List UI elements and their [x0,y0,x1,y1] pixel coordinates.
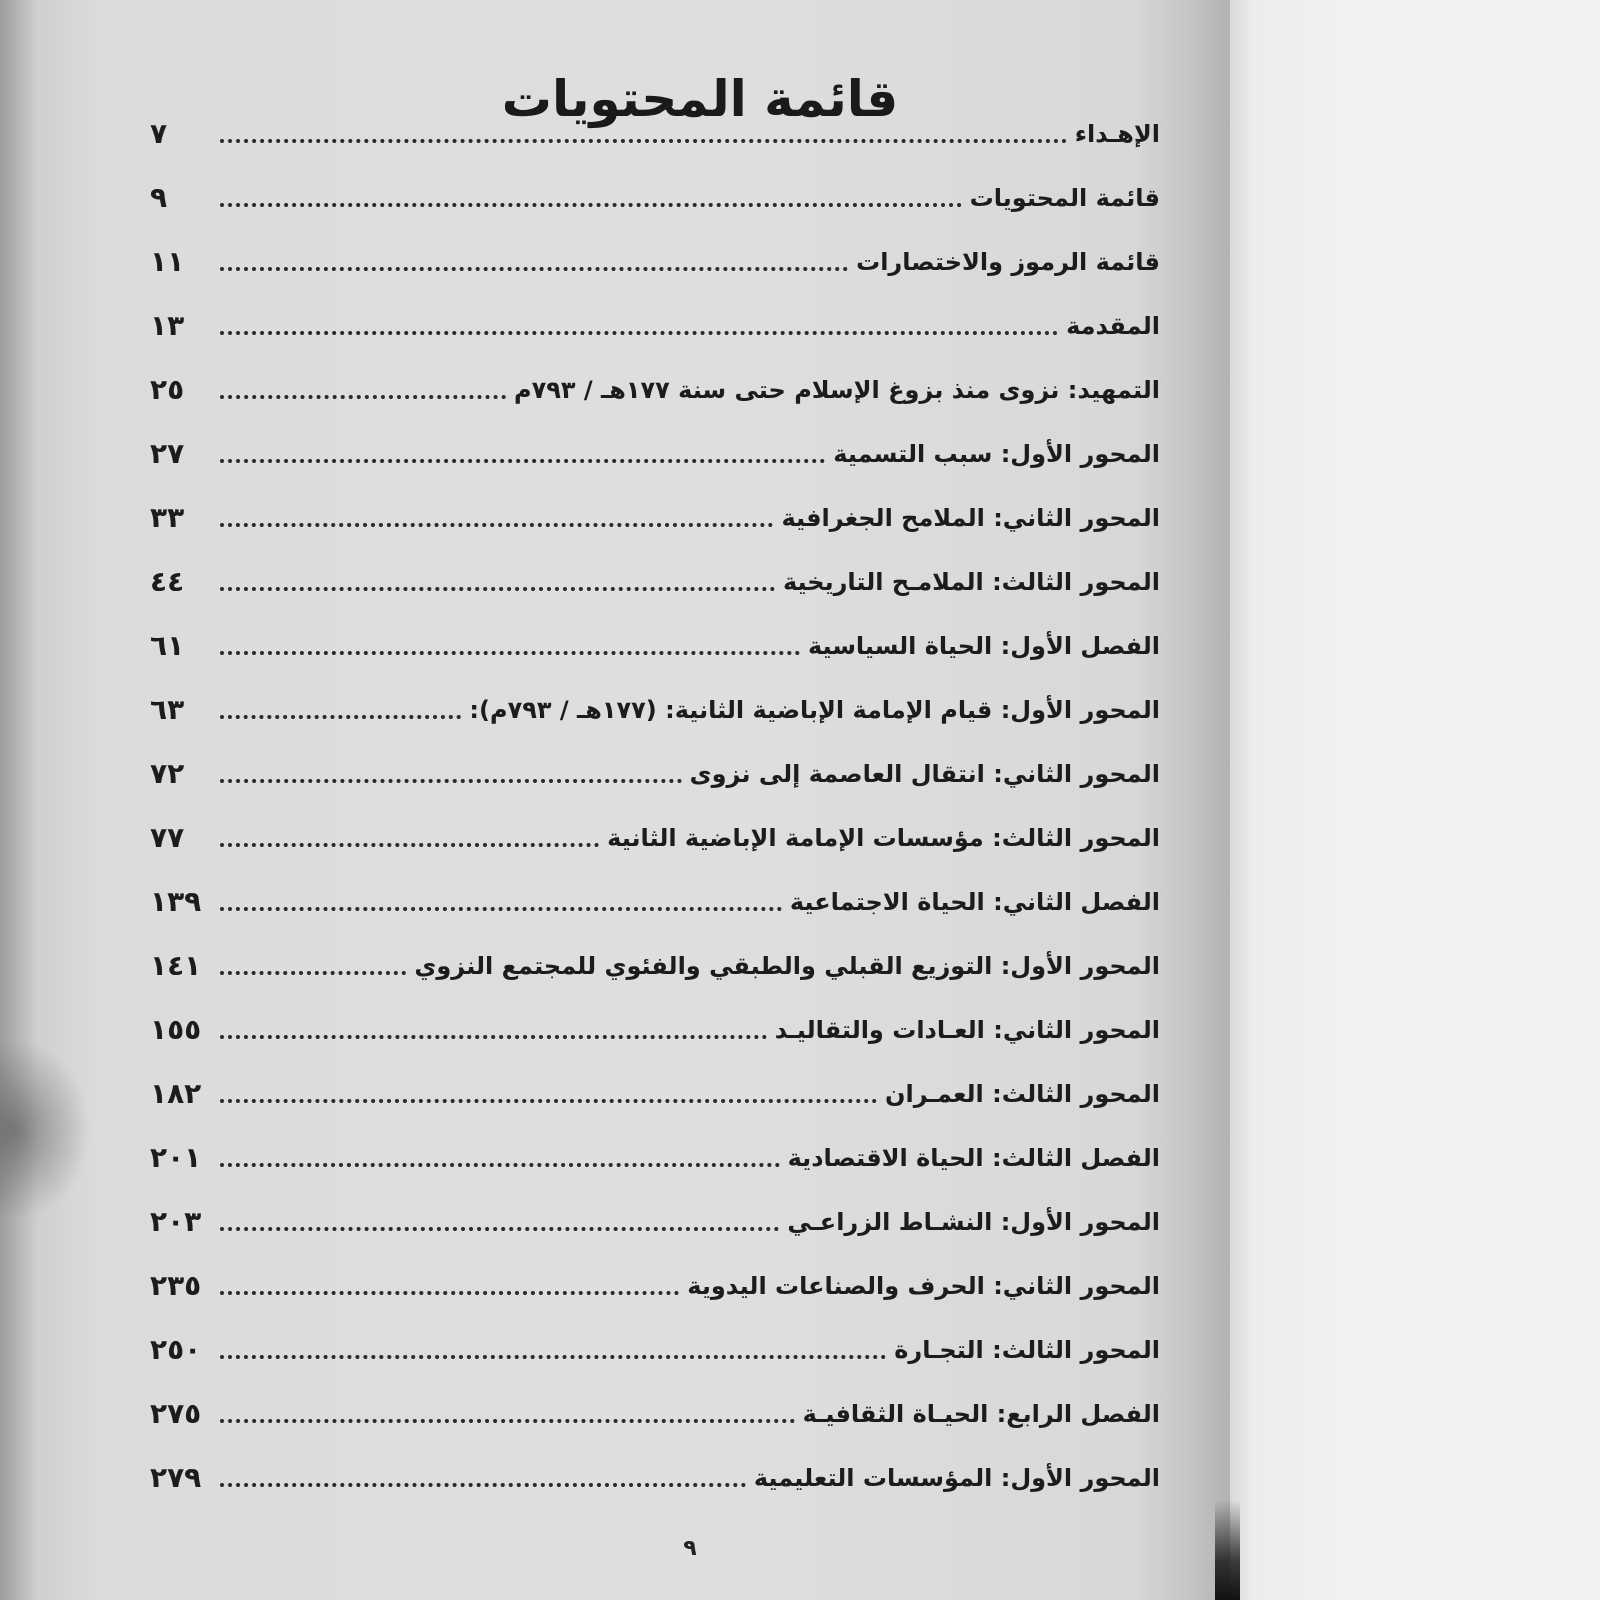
toc-entry [150,176,1160,216]
toc-entry-page: ١١ [150,245,185,278]
dot-leader [220,1290,679,1295]
toc-entry-page: ٢٠٣ [150,1205,202,1238]
toc-entry-label: المحور الأول: النشـاط الزراعـي [787,1208,1160,1236]
toc-entry [150,624,1160,664]
toc-entry [150,944,1160,984]
toc-entry-label: الفصل الأول: الحياة السياسية [807,632,1160,660]
toc-entry-label: المحور الأول: المؤسسات التعليمية [753,1464,1160,1492]
dot-leader [220,842,599,847]
toc-entry-label: المحور الأول: قيام الإمامة الإباضية الثانية: (١٧٧هـ / ٧٩٣م): [469,696,1160,724]
toc-entry-label: قائمة المحتويات [969,184,1160,212]
toc-entry [150,880,1160,920]
toc-entry-label: المحور الأول: التوزيع القبلي والطبقي والفئوي للمجتمع النزوي [414,952,1160,980]
dot-leader [220,714,461,719]
toc-entry [150,240,1160,280]
dot-leader [220,138,1067,143]
toc-entry [150,112,1160,152]
toc-entry-page: ٣٣ [150,501,185,534]
dot-leader [220,650,800,655]
toc-entry [150,752,1160,792]
toc-entry-page: ١٣ [150,309,185,342]
toc-entry-page: ٦٣ [150,693,185,726]
toc-entry [150,816,1160,856]
dot-leader [220,970,406,975]
toc-entry-label: المحور الثالث: مؤسسات الإمامة الإباضية الثانية [607,824,1160,852]
dot-leader [220,330,1058,335]
toc-entry [150,1328,1160,1368]
toc-entry-label: المحور الثالث: الملامـح التاريخية [782,568,1160,596]
toc-entry-label: الفصل الثاني: الحياة الاجتماعية [789,888,1160,916]
toc-entry-label: المحور الثالث: العمـران [885,1080,1160,1108]
toc-entry [150,1264,1160,1304]
dot-leader [220,1098,877,1103]
toc-list [150,0,1160,1600]
toc-entry-page: ٦١ [150,629,185,662]
page-number: ٩ [683,1536,697,1561]
toc-entry-label: الفصل الرابع: الحيـاة الثقافيـة [802,1400,1160,1428]
toc-entry [150,304,1160,344]
toc-entry-page: ١٨٢ [150,1077,202,1110]
toc-entry [150,432,1160,472]
dot-leader [220,1226,779,1231]
toc-entry [150,496,1160,536]
toc-entry-page: ٢٠١ [150,1141,202,1174]
toc-entry-page: ٢٧ [150,437,185,470]
dot-leader [220,1418,795,1423]
toc-entry-label: المقدمة [1066,312,1160,340]
toc-entry-page: ٢٣٥ [150,1269,202,1302]
toc-entry-label: الإهـداء [1074,120,1160,148]
dot-leader [220,1482,746,1487]
dot-leader [220,1034,767,1039]
toc-entry [150,1200,1160,1240]
toc-entry [150,1072,1160,1112]
toc-entry-page: ٢٥٠ [150,1333,202,1366]
toc-entry-label: الفصل الثالث: الحياة الاقتصادية [787,1144,1160,1172]
toc-entry-label: المحور الثالث: التجـارة [894,1336,1160,1364]
toc-entry [150,1392,1160,1432]
toc-entry-label: التمهيد: نزوى منذ بزوغ الإسلام حتى سنة ١٧٧هـ / ٧٩٣م [513,376,1160,404]
page-title: قائمة المحتويات [501,69,899,128]
toc-entry-label: المحور الثاني: الملامح الجغرافية [781,504,1160,532]
toc-entry-page: ٢٧٥ [150,1397,202,1430]
toc-entry [150,1008,1160,1048]
dot-leader [220,906,782,911]
toc-entry [150,688,1160,728]
toc-entry-label: قائمة الرموز والاختصارات [856,248,1160,276]
book-spine-shadow [1215,1500,1240,1600]
dot-leader [220,1162,780,1167]
right-page [1230,0,1600,1600]
toc-entry-page: ٩ [150,181,168,214]
toc-entry-label: المحور الثاني: الحرف والصناعات اليدوية [687,1272,1160,1300]
toc-entry-page: ١٤١ [150,949,202,982]
dot-leader [220,1354,886,1359]
dot-leader [220,522,773,527]
toc-entry-label: المحور الثاني: العـادات والتقاليـد [774,1016,1160,1044]
dot-leader [220,394,506,399]
toc-entry [150,1136,1160,1176]
toc-entry-page: ٧٧ [150,821,185,854]
dot-leader [220,202,962,207]
dot-leader [220,458,825,463]
toc-entry-page: ٢٥ [150,373,185,406]
dot-leader [220,266,848,271]
toc-entry-label: المحور الأول: سبب التسمية [833,440,1160,468]
toc-entry [150,368,1160,408]
dot-leader [220,778,682,783]
toc-entry-page: ٧ [150,117,168,150]
toc-entry-page: ١٣٩ [150,885,202,918]
toc-entry [150,560,1160,600]
dot-leader [220,586,775,591]
toc-entry-page: ١٥٥ [150,1013,202,1046]
toc-entry-page: ٢٧٩ [150,1461,202,1494]
toc-entry-page: ٤٤ [150,565,185,598]
toc-entry-page: ٧٢ [150,757,185,790]
toc-entry-label: المحور الثاني: انتقال العاصمة إلى نزوى [689,760,1160,788]
toc-entry [150,1456,1160,1496]
